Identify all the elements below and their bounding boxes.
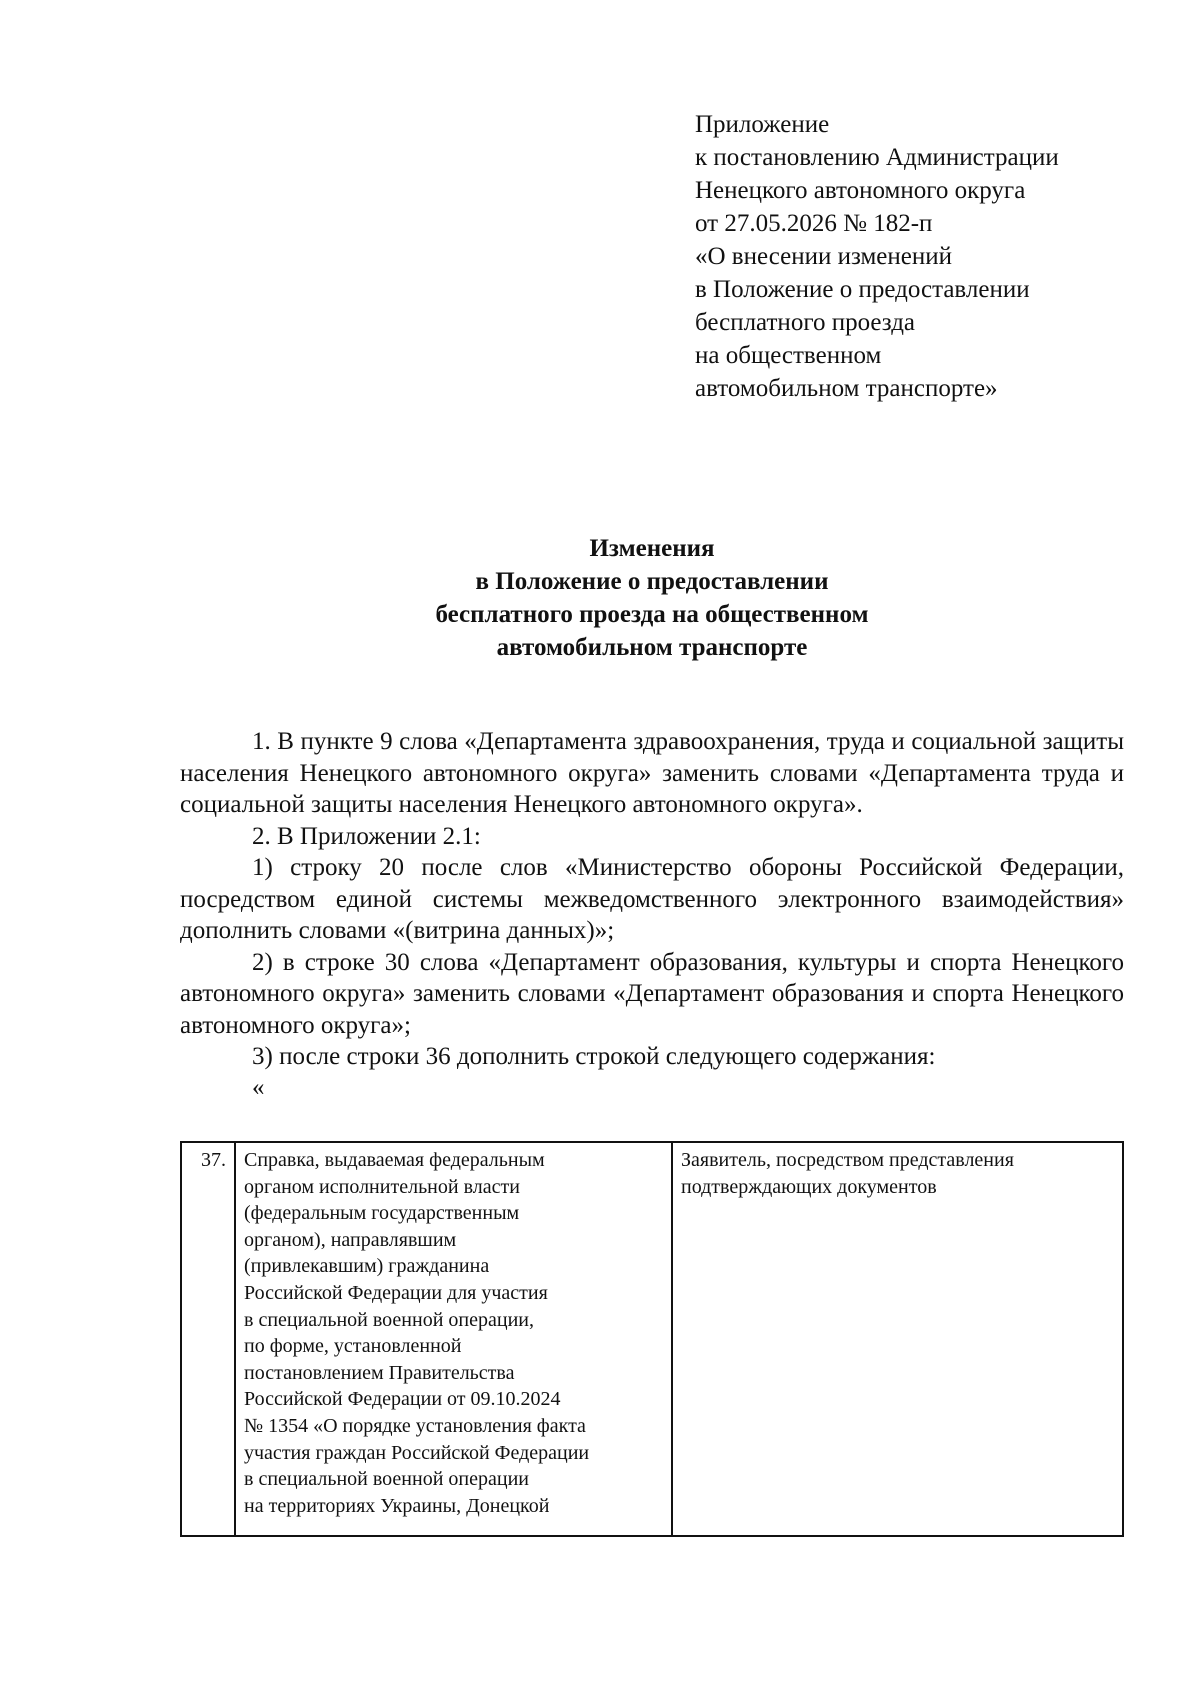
document-title	[180, 532, 1124, 664]
paragraph-4: 2) в строке 30 слова «Департамент образования, культуры и спорта Ненецкого автономного округа» заменить словами «Департамент образования и спорта Ненецкого автономного округа»;	[180, 948, 1124, 1039]
cell-line: № 1354 «О порядке установления факта	[244, 1414, 586, 1437]
paragraph-2: 2. В Приложении 2.1:	[252, 822, 481, 850]
appendix-line: к постановлению Администрации	[695, 144, 1059, 171]
row-number: 37.	[181, 1142, 235, 1536]
cell-line: в специальной военной операции	[244, 1468, 529, 1491]
appendix-header	[695, 108, 1059, 405]
paragraph-3: 1) строку 20 после слов «Министерство обороны Российской Федерации, посредством единой системы межведомственного электронного взаимодействия» дополнить словами «(витрина данных)»;	[180, 854, 1124, 944]
cell-line: органом), направлявшим	[244, 1228, 457, 1251]
cell-line: (федеральным государственным	[244, 1202, 520, 1225]
document-body	[180, 726, 1124, 1101]
title-line: Изменения	[589, 535, 715, 562]
cell-line: (привлекавшим) гражданина	[244, 1255, 490, 1278]
source-cell	[672, 1142, 1123, 1536]
cell-line: Заявитель, посредством представления	[681, 1149, 1014, 1171]
cell-line: подтверждающих документов	[681, 1175, 937, 1198]
cell-line: Справка, выдаваемая федеральным	[244, 1149, 545, 1171]
cell-line: в специальной военной операции,	[244, 1308, 534, 1331]
paragraph-5: 3) после строки 36 дополнить строкой следующего содержания:	[252, 1043, 936, 1070]
inserted-row-table	[180, 1141, 1124, 1537]
appendix-line: от 27.05.2026 № 182-п	[695, 210, 933, 237]
cell-line: на территориях Украины, Донецкой	[244, 1494, 550, 1517]
cell-line: постановлением Правительства	[244, 1361, 515, 1384]
table-row	[181, 1142, 1123, 1536]
appendix-line: в Положение о предоставлении	[695, 276, 1030, 303]
appendix-line: на общественном	[695, 342, 882, 369]
opening-quote: «	[252, 1073, 265, 1101]
cell-line: Российской Федерации от 09.10.2024	[244, 1388, 561, 1411]
appendix-line: Ненецкого автономного округа	[695, 177, 1026, 204]
title-line: бесплатного проезда на общественном	[435, 601, 869, 628]
appendix-line: Приложение	[695, 111, 830, 138]
paragraph-1: 1. В пункте 9 слова «Департамента здравоохранения, труда и социальной защиты населения Ненецкого автономного округа» заменить словами «Департамента труда и социальной защиты населения Ненецкого автономного округа».	[180, 728, 1124, 818]
appendix-line: автомобильном транспорте»	[695, 375, 998, 402]
appendix-line: «О внесении изменений	[695, 243, 953, 270]
cell-line: органом исполнительной власти	[244, 1175, 520, 1198]
cell-line: Российской Федерации для участия	[244, 1281, 548, 1304]
title-line: в Положение о предоставлении	[475, 568, 829, 595]
cell-line: по форме, установленной	[244, 1335, 462, 1358]
title-line: автомобильном транспорте	[496, 634, 808, 661]
cell-line: участия граждан Российской Федерации	[244, 1441, 590, 1464]
appendix-line: бесплатного проезда	[695, 309, 916, 336]
document-cell	[235, 1142, 672, 1536]
